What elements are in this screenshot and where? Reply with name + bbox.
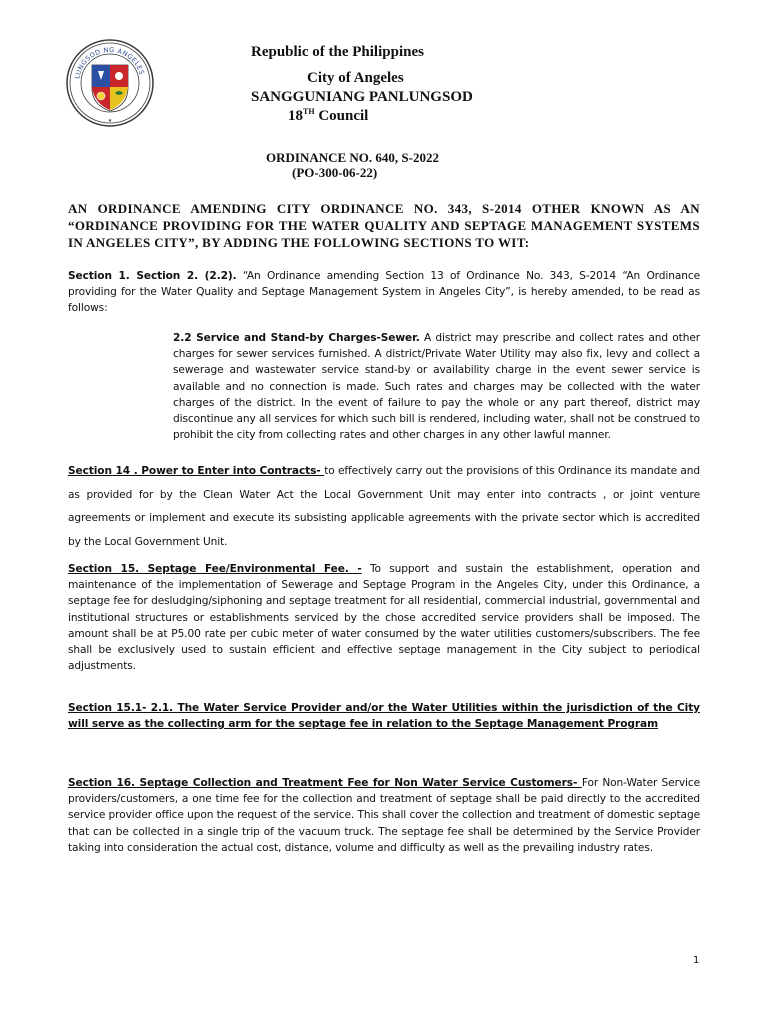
section-2-2-heading: 2.2 Service and Stand-by Charges-Sewer.: [173, 332, 420, 344]
council-body: SANGGUNIANG PANLUNGSOD: [251, 89, 473, 105]
section-16-heading: Section 16. Septage Collection and Treatment Fee for Non Water Service Customers-: [68, 777, 582, 789]
section-15-1: Section 15.1- 2.1. The Water Service Provider and/or the Water Utilities within the jurisdiction of the City will serve as the collecting arm for the septage fee in relation to the Septage Management Program: [68, 702, 700, 731]
section-14-text: to effectively carry out the provisions of this Ordinance its mandate and as provided for by the Clean Water Act the Local Government Unit may enter into contracts , or joint venture agreements or implement and execute its subsisting applicable agreements with the private sector which is accredited by the Local Government Unit.: [68, 465, 700, 548]
section-2-2: [173, 330, 700, 443]
city-seal: [65, 38, 155, 128]
section-1-text: “An Ordinance amending Section 13 of Ordinance No. 343, S-2014 “An Ordinance providing for the Water Quality and Septage Management System in Angeles City”, is hereby amended, to be read as follows:: [68, 270, 700, 315]
ordinance-title: AN ORDINANCE AMENDING CITY ORDINANCE NO. 343, S-2014 OTHER KNOWN AS AN “ORDINANCE PROVIDING FOR THE WATER QUALITY AND SEPTAGE MANAGEMENT SYSTEMS IN ANGELES CITY”, BY ADDING THE FOLLOWING SECTIONS TO WIT:: [68, 201, 700, 250]
section-16: [68, 775, 700, 856]
section-1-heading: Section 1. Section 2. (2.2).: [68, 270, 237, 282]
section-15-heading: Section 15. Septage Fee/Environmental Fee. -: [68, 563, 362, 575]
section-15: [68, 561, 700, 674]
section-16-text: For Non-Water Service providers/customers, a one time fee for the collection and treatment of septage shall be paid directly to the accredited service provider office upon the request of the service. This shall cover the collection and treatment of domestic septage that can be collected in a single trip of the vacuum truck. The septage fee shall be determined by the Service Provider taking into consideration the actual cost, distance, volume and difficulty as well as the prevailing industry rates.: [68, 777, 700, 854]
country-name: Republic of the Philippines: [251, 44, 424, 60]
ordinance-number: ORDINANCE NO. 640, S-2022: [266, 150, 439, 165]
section-14: [68, 460, 700, 554]
council-number: 18TH Council: [288, 107, 369, 124]
page-number: 1: [693, 955, 700, 966]
city-name: City of Angeles: [307, 70, 404, 86]
ordinance-code: (PO-300-06-22): [292, 165, 378, 180]
section-1: [68, 268, 700, 317]
svg-text:★: ★: [107, 118, 113, 124]
seal-text: LUNGSOD NG ANGELES: [73, 45, 146, 80]
section-2-2-text: A district may prescribe and collect rates and other charges for sewer services furnished. A district/Private Water Utility may also fix, levy and collect a sewerage and wastewater service stand-by or availability charge in the event sewer service is available and no connection is made. Such rates and charges may be collected with the water charges of the district. In the event of failure to pay the whole or any part thereof, district may discontinue any all services for which such bill is rendered, including water, shall not be construed to prohibit the city from collecting rates and other charges in any other lawful manner.: [173, 332, 700, 442]
section-14-heading: Section 14 . Power to Enter into Contracts-: [68, 465, 325, 477]
section-15-text: To support and sustain the establishment, operation and maintenance of the implementation of Sewerage and Septage Program in the Angeles City, under this Ordinance, a septage fee for desludging/siphoning and septage treatment for all residential, commercial industrial, governmental and institutional structures or establishments serviced by the chose accredited service providers shall be imposed. The amount shall be at P5.00 rate per cubic meter of water consumed by the water utilities customers/subscribers. The fee shall be exclusively used to sustain efficient and effective septage management in the City subject to periodical adjustments.: [68, 563, 700, 673]
